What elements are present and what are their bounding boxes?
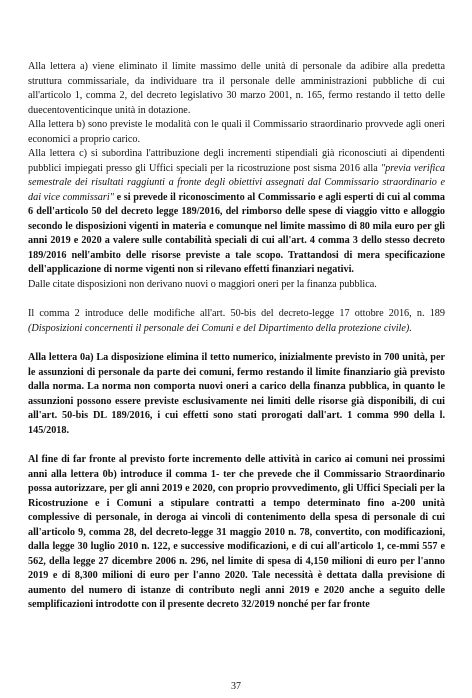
comma-2-title: (Disposizioni concernenti il personale dei Comuni e del Dipartimento della protezione civile). xyxy=(28,322,412,334)
paragraph-lettera-a: Alla lettera a) viene eliminato il limite massimo delle unità di personale da adibire alla predetta struttura commissariale, da individuare tra il personale delle amministrazioni pubbliche di cui all'articolo 1, comma 2, del decreto legislativo 30 marzo 2001, n. 165, fermo restando il tetto delle duecentoventicinque unità in dotazione. xyxy=(28,61,445,116)
paragraph-no-oneri: Dalle citate disposizioni non derivano nuovi o maggiori oneri per la finanza pubblica. xyxy=(28,278,377,290)
paragraph-lettera-0a: Alla lettera 0a) La disposizione elimina il tetto numerico, inizialmente previsto in 700 unità, per le assunzioni di personale da parte dei comuni, fermo restando il limite finanziario già previsto dalla norma. La norma non comporta nuovi oneri a carico della finanza pubblica, in quanto le assunzioni possono essere previste esclusivamente nei limiti delle risorse già disponibili, di cui all'art. 50-bis DL 189/2016, i cui effetti sono stati prorogati dall'art. 1 comma 990 della l. 145/2018. xyxy=(28,352,445,436)
lettera-c-text: Alla lettera c) si subordina l'attribuzione degli incrementi stipendiali già riconosciuti ai dipendenti pubblici impiegati presso gli Uffici speciali per la ricostruzione post sisma 2016 alla xyxy=(28,148,445,174)
body-text xyxy=(28,60,445,613)
paragraph-lettera-c xyxy=(28,147,445,278)
page-number: 37 xyxy=(231,681,241,692)
comma-2-text: Il comma 2 introduce delle modifiche all'art. 50-bis del decreto-legge 17 ottobre 2016, n. 189 xyxy=(28,308,445,319)
lettera-c-quote: "previa verifica semestrale dei risultati raggiunti a fronte degli obiettivi assegnati dal Commissario straordinario e dai vice commissari" xyxy=(28,162,445,203)
paragraph-lettera-b: Alla lettera b) sono previste le modalità con le quali il Commissario straordinario provvede agli oneri economici a proprio carico. xyxy=(28,119,445,145)
paragraph-comma-2 xyxy=(28,307,445,336)
lettera-c-bold: e si prevede il riconoscimento al Commissario e agli esperti di cui al comma 6 dell'articolo 50 del decreto legge 189/2016, del rimborso delle spese di viaggio vitto e alloggio secondo le disposizioni vigenti in materia e comunque nel limite massimo di 80 mila euro per gli anni 2019 e 2020 a valere sulle contabilità speciali di cui all'art. 4 comma 3 dello stesso decreto 189/2016 nell'ambito delle risorse previste a tale scopo. Trattandosi di mera specificazione dell'applicazione di norme vigenti non si rilevano effetti finanziari negativi. xyxy=(28,191,445,275)
paragraph-lettera-0b: Al fine di far fronte al previsto forte incremento delle attività in carico ai comuni nei prossimi anni alla lettera 0b) introduce il comma 1- ter che prevede che il Commissario Straordinario possa autorizzare, per gli anni 2019 e 2020, con proprio provvedimento, gli Uffici Speciali per la Ricostruzione e i Comuni a stipulare contratti a tempo determinato fino a-200 unità complessive di personale, in deroga ai vincoli di contenimento della spesa di personale di cui all'articolo 9, comma 28, del decreto-legge 31 maggio 2010 n. 78, convertito, con modificazioni, dalla legge 30 luglio 2010 n. 122, e successive modificazioni, e di cui all'articolo 1, ce-mmi 557 e 562, della legge 27 dicembre 2006 n. 296, nel limite di spesa di 4,150 milioni di euro per l'anno 2019 e di 8,300 milioni di euro per l'anno 2020. Tale necessità è dettata dalla previsione di aumento del numero di istanze di contributo negli anni 2019 e 2020 anche a seguito delle semplificazioni introdotte con il presente decreto 32/2019 nonché per far fronte xyxy=(28,454,445,610)
